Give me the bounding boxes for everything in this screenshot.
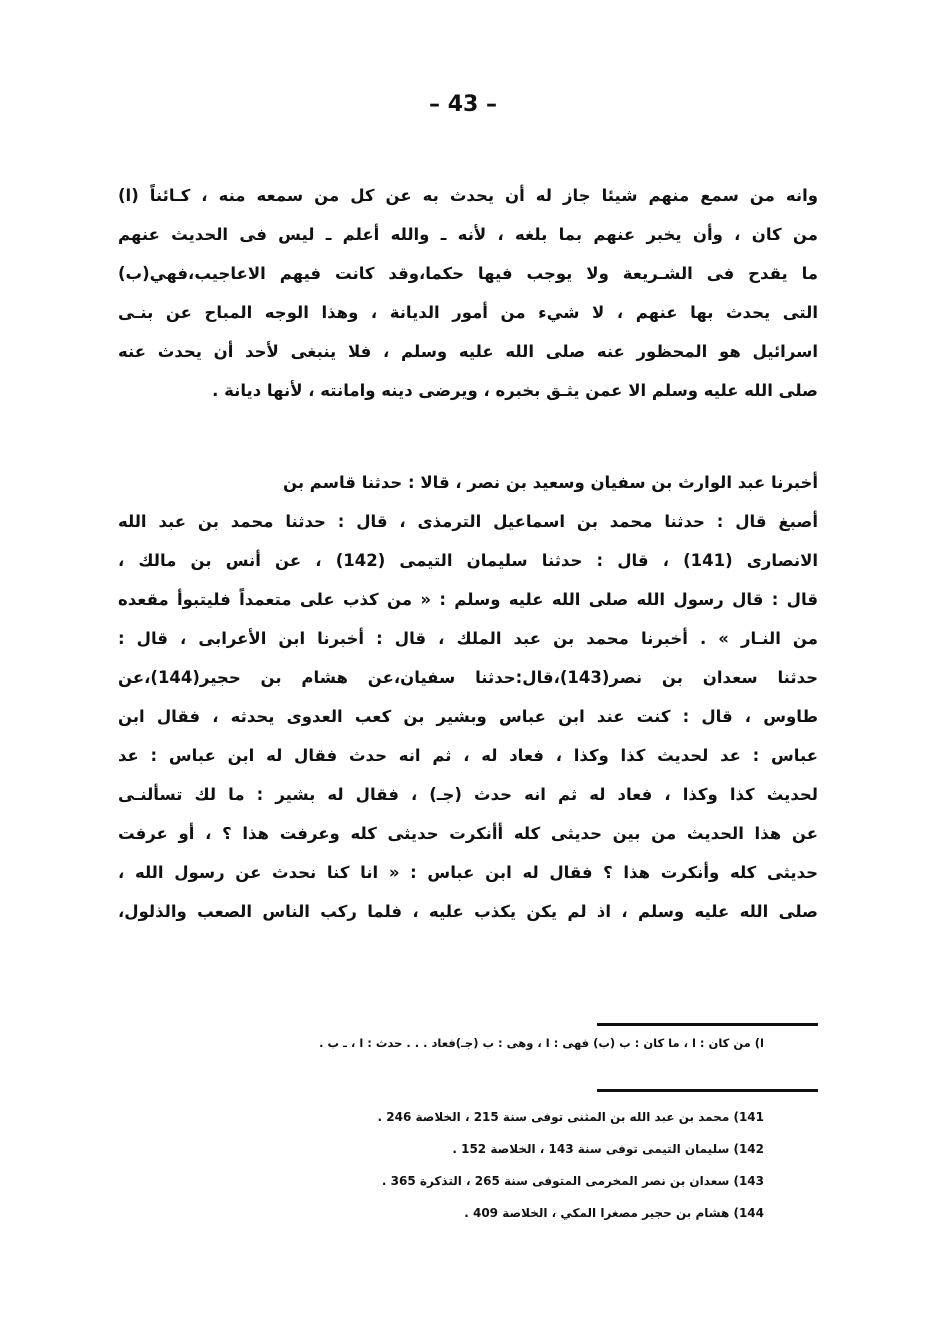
text-line: لحديث كذا وكذا ، فعاد له ثم انه حدث (جـ) ، فقال له بشير : ما لك تسألنـى [118, 785, 818, 804]
text-line: أصبغ قال : حدثنا محمد بن اسماعيل الترمذى ، قال : حدثنا محمد بن عبد الله [118, 512, 818, 531]
footnote-item: 142) سليمان التيمى توفى سنة 143 ، الخلاصة 152 . [452, 1142, 764, 1156]
text-line: صلى الله عليه وسلم الا عمن يثـق بخبره ، ويرضى دينه وامانته ، لأنها ديانة . [212, 381, 818, 400]
text-line: قال : قال رسول الله صلى الله عليه وسلم : « من كذب على متعمداً فليتبوأ مقعده [118, 590, 818, 609]
text-line: طاوس ، قال : كنت عند ابن عباس وبشير بن كعب العدوى يحدثه ، فقال ابن [118, 707, 818, 726]
text-line: عباس : عد لحديث كذا وكذا ، فعاد له ، ثم انه حدث فقال له ابن عباس : عد [118, 746, 818, 765]
text-line: التى يحدث بها عنهم ، لا شيء من أمور الديانة ، وهذا الوجه المباح عن بنـى [118, 303, 818, 322]
text-line: من كان ، وأن يخبر عنهم بما بلغه ، لأنه ـ والله أعلم ـ ليس فى الحديث عنهم [118, 225, 818, 244]
text-line: أخبرنا عبد الوارث بن سفيان وسعيد بن نصر ، قالا : حدثنا قاسم بن [283, 473, 818, 492]
text-line: من النـار » . أخبرنا محمد بن عبد الملك ، قال : أخبرنا ابن الأعرابى ، قال : [118, 629, 818, 648]
text-line: اسرائيل هو المحظور عنه صلى الله عليه وسلم ، فلا ينبغى لأحد أن يحدث عنه [118, 342, 818, 361]
footnote-item: 144) هشام بن حجير مصغرا المكي ، الخلاصة 409 . [464, 1206, 764, 1220]
footnote-divider [597, 1023, 818, 1026]
text-line: ما يقدح فى الشـريعة ولا يوجب فيها حكما،وقد كانت فيهم الاعاجيب،فهي(ب) [118, 264, 818, 283]
footnote-item: 141) محمد بن عبد الله بن المثنى توفى سنة 215 ، الخلاصة 246 . [377, 1110, 764, 1124]
text-line: حديثى كله وأنكرت هذا ؟ فقال له ابن عباس : « انا كنا نحدث عن رسول الله ، [118, 863, 818, 882]
text-line: الانصارى (141) ، قال : حدثنا سليمان التيمى (142) ، عن أنس بن مالك ، [118, 551, 818, 570]
paragraph-1 [118, 176, 818, 410]
text-line: حدثنا سعدان بن نصر(143)،قال:حدثنا سفيان،عن هشام بن حجير(144)،عن [118, 668, 818, 687]
paragraph-2 [118, 463, 818, 931]
footnote-variants: ا) من كان : ا ، ما كان : ب (ب) فهى : ا ، وهى : ب (جـ)فعاد . . . حدث : ا ، ـ ب . [319, 1036, 764, 1050]
text-line: وانه من سمع منهم شيئا جاز له أن يحدث به عن كل من سمعه منه ، كـائناً (ا) [118, 186, 818, 205]
text-line: عن هذا الحديث من بين حديثى كله أأنكرت حديثى كله وعرفت هذا ؟ ، أو عرفت [118, 824, 818, 843]
page-number: – 43 – [429, 92, 497, 117]
footnote-item: 143) سعدان بن نصر المخرمى المتوفى سنة 265 ، التذكرة 365 . [381, 1174, 764, 1188]
footnote-divider [597, 1089, 818, 1092]
text-line: صلى الله عليه وسلم ، اذ لم يكن يكذب عليه ، فلما ركب الناس الصعب والذلول، [118, 902, 818, 921]
footnote-list [250, 1101, 764, 1229]
